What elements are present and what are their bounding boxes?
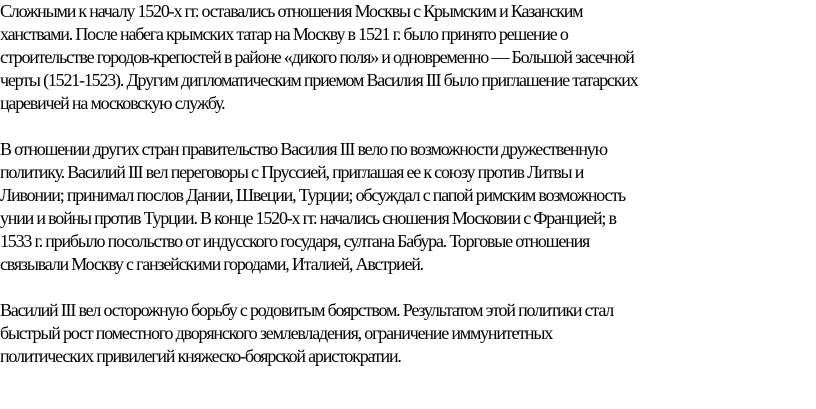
text-line: политических привилегий княжеско-боярской аристократии. xyxy=(0,346,401,366)
text-line: черты (1521-1523). Другим дипломатическим приемом Василия III было приглашение татарских xyxy=(0,70,638,90)
text-line: В отношении других стран правительство Василия III вело по возможности дружественную xyxy=(0,139,607,159)
text-line: связывали Москву с ганзейскими городами, Италией, Австрией. xyxy=(0,254,423,274)
text-line: строительстве городов-крепостей в районе «дикого поля» и одновременно — Большой засечной xyxy=(0,47,634,67)
text-line: политику. Василий III вел переговоры с Пруссией, приглашая ее к союзу против Литвы и xyxy=(0,162,584,182)
paragraph-crimea-kazan xyxy=(0,0,808,115)
text-line: унии и войны против Турции. В конце 1520-х гг. начались сношения Московии с Францией; в xyxy=(0,208,616,228)
text-line: ханствами. После набега крымских татар на Москву в 1521 г. было принято решение о xyxy=(0,24,568,44)
text-line: быстрый рост поместного дворянского землевладения, ограничение иммунитетных xyxy=(0,323,553,343)
text-line: Сложными к началу 1520-х гг. оставались отношения Москвы с Крымским и Казанским xyxy=(0,1,583,21)
paragraph-spacer xyxy=(0,115,808,138)
text-line: Василий III вел осторожную борьбу с родовитым боярством. Результатом этой политики стал xyxy=(0,300,614,320)
paragraph-boyars xyxy=(0,299,808,368)
text-line: Ливонии; принимал послов Дании, Швеции, Турции; обсуждал с папой римским возможность xyxy=(0,185,625,205)
text-line: царевичей на московскую службу. xyxy=(0,93,225,113)
paragraph-foreign-policy xyxy=(0,138,808,276)
text-line: 1533 г. прибыло посольство от индусского государя, султана Бабура. Торговые отношения xyxy=(0,231,590,251)
paragraph-spacer xyxy=(0,276,808,299)
